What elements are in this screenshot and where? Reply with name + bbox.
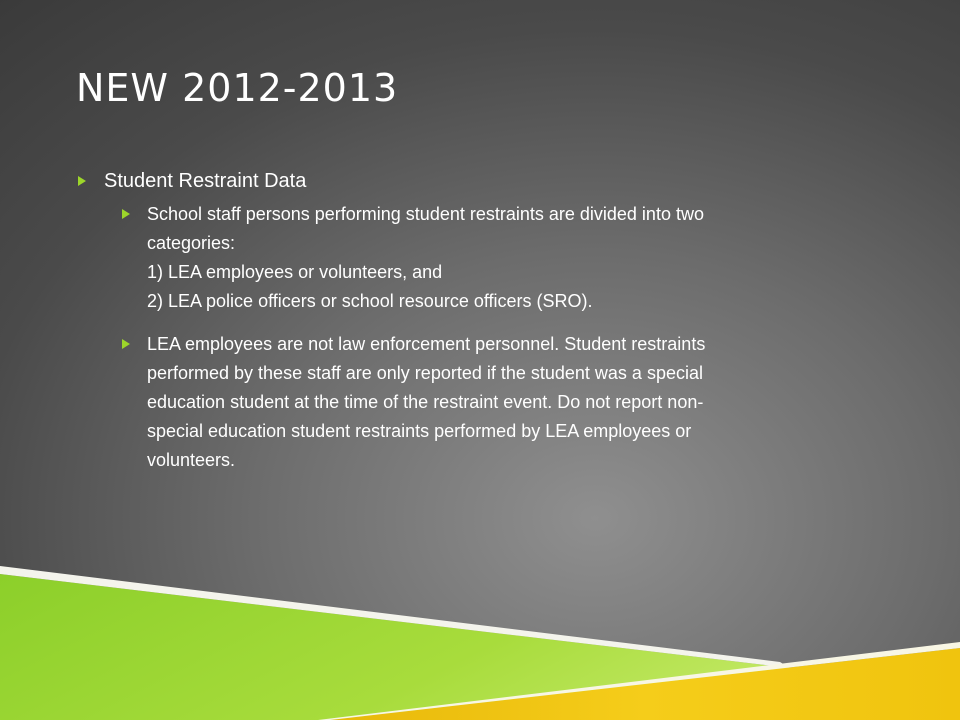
text-line: special education student restraints performed by LEA employees or bbox=[147, 421, 692, 441]
text-line: volunteers. bbox=[147, 450, 236, 470]
text-line: School staff persons performing student restraints are divided into two bbox=[147, 204, 704, 224]
slide-title: NEW 2012-2013 bbox=[76, 66, 399, 110]
text-line: LEA employees are not law enforcement personnel. Student restraints bbox=[147, 334, 706, 354]
text-line: categories: bbox=[147, 233, 236, 253]
bullet-text: Student Restraint Data bbox=[104, 170, 307, 192]
text-line: education student at the time of the restraint event. Do not report non- bbox=[147, 392, 704, 412]
text-line: performed by these staff are only reported if the student was a special bbox=[147, 363, 703, 383]
text-line: 2) LEA police officers or school resource officers (SRO). bbox=[147, 291, 593, 311]
text-line: 1) LEA employees or volunteers, and bbox=[147, 262, 443, 282]
